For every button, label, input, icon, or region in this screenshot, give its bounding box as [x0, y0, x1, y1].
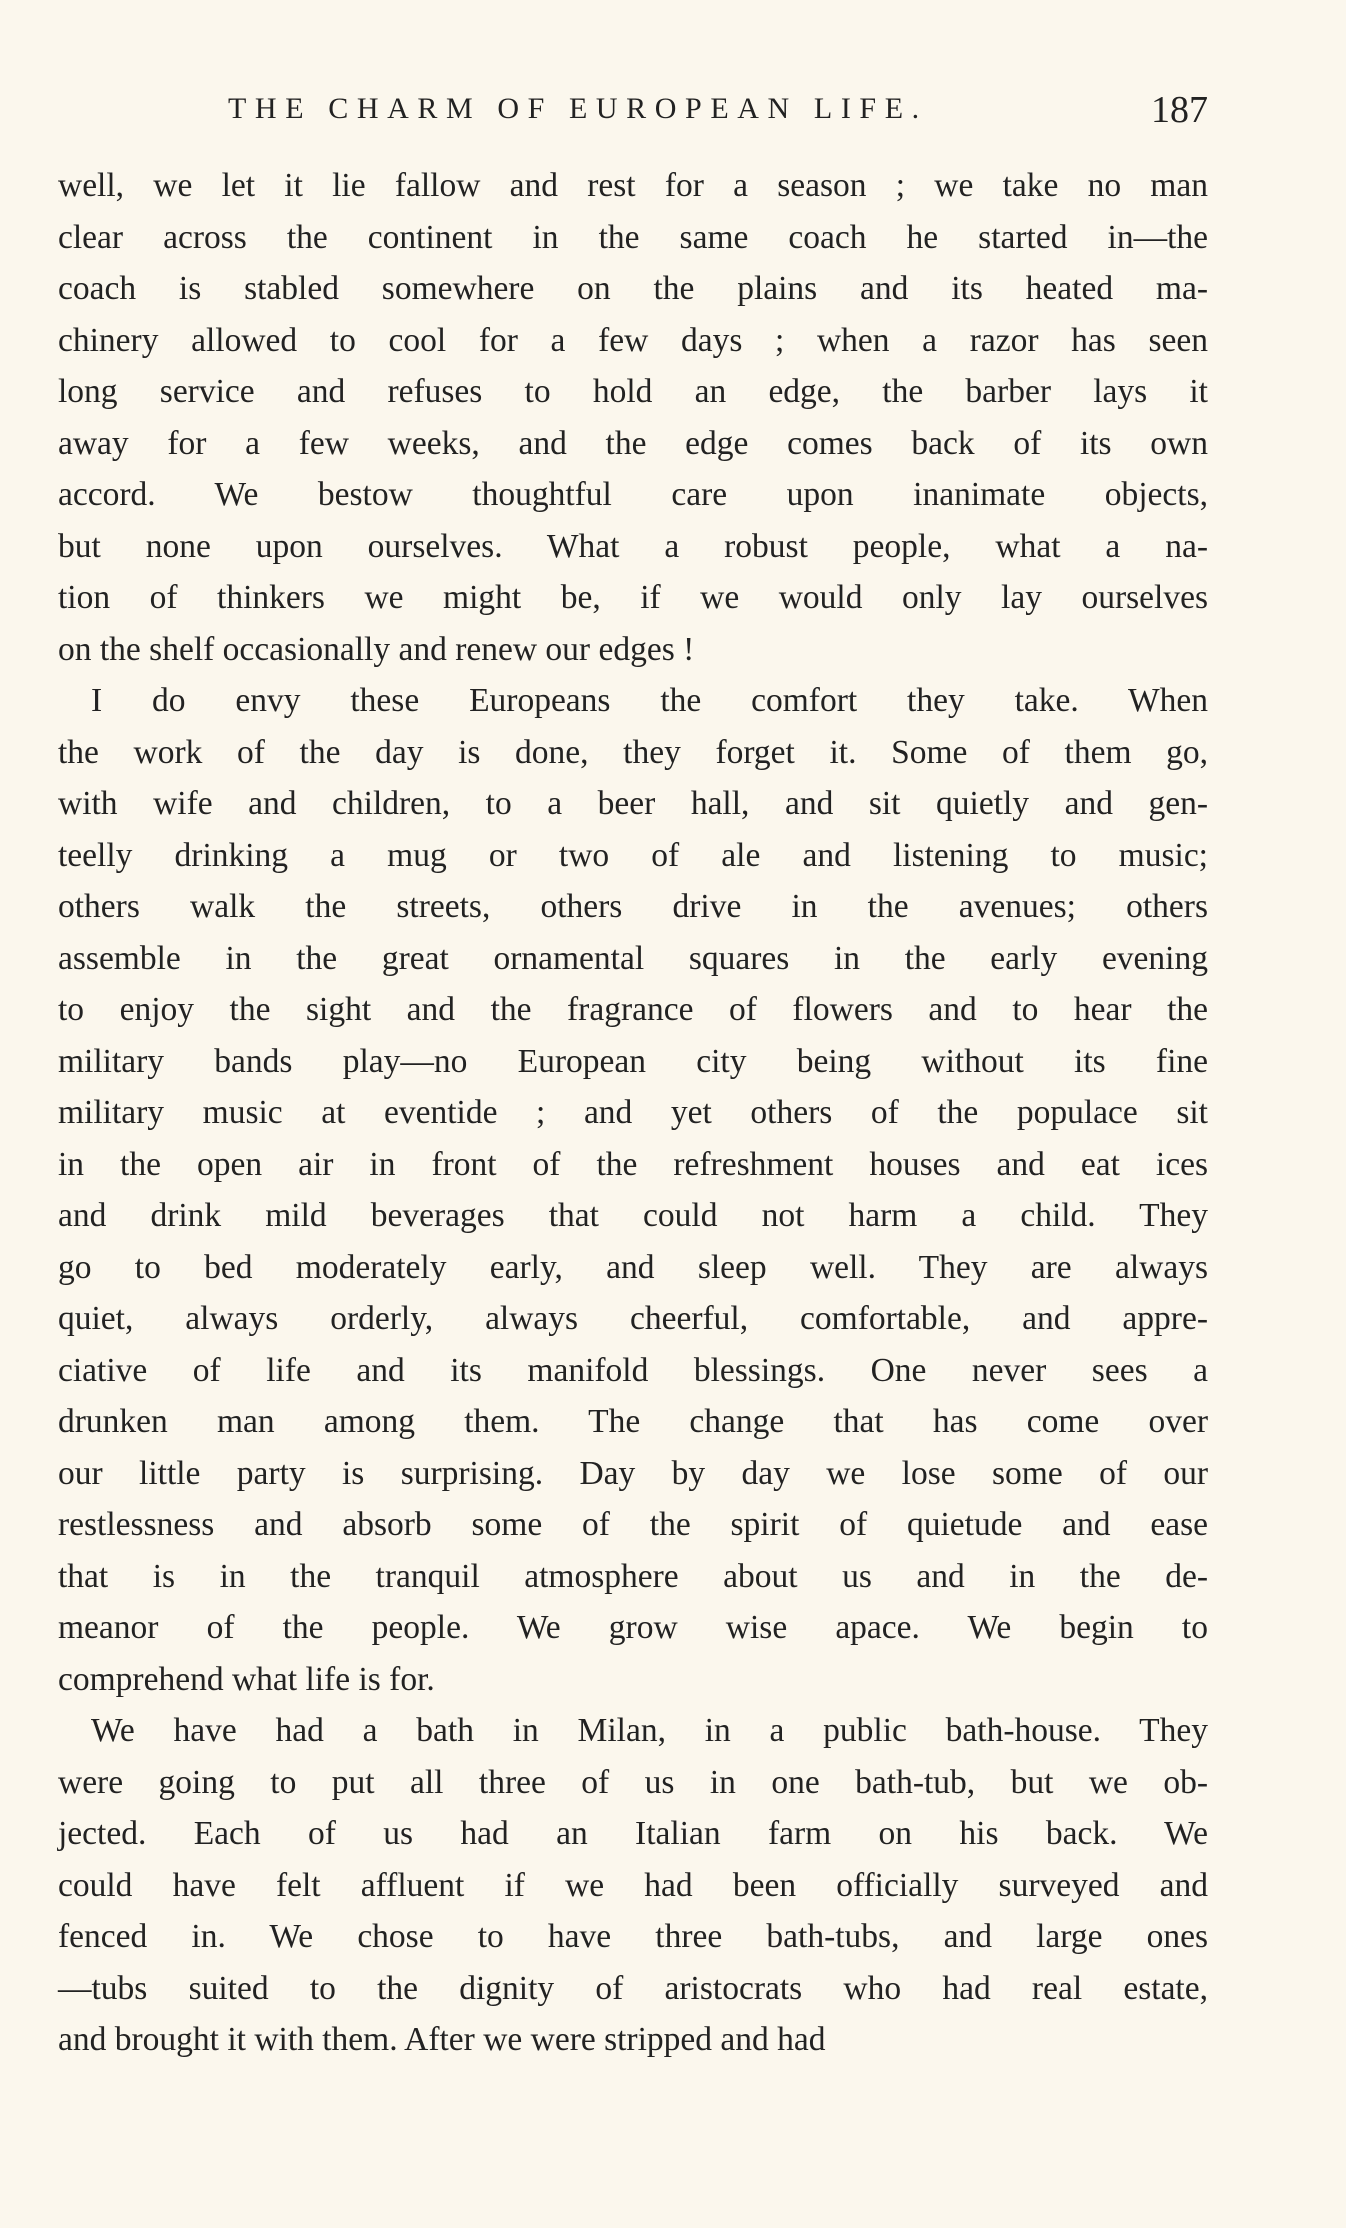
text-line: were going to put all three of us in one bath-tub, but we ob-: [58, 1763, 1208, 1801]
text-line: quiet, always orderly, always cheerful, comfortable, and appre-: [58, 1300, 1208, 1337]
text-line: well, we let it lie fallow and rest for a season ; we take no man: [58, 167, 1208, 204]
text-line: our little party is surprising. Day by day we lose some of our: [58, 1454, 1208, 1492]
text-line: to enjoy the sight and the fragrance of flowers and to hear the: [58, 991, 1208, 1028]
text-line: restlessness and absorb some of the spirit of quietude and ease: [58, 1506, 1208, 1543]
text-line: go to bed moderately early, and sleep well. They are always: [58, 1248, 1208, 1286]
text-line: long service and refuses to hold an edge, the barber lays it: [58, 373, 1208, 410]
text-line: military music at eventide ; and yet others of the populace sit: [58, 1094, 1208, 1131]
text-line: tion of thinkers we might be, if we would only lay ourselves: [58, 579, 1208, 616]
text-line: with wife and children, to a beer hall, and sit quietly and gen-: [58, 785, 1208, 822]
text-line: that is in the tranquil atmosphere about us and in the de-: [58, 1557, 1208, 1595]
paragraph: [58, 1705, 1208, 2066]
running-head: [58, 90, 1208, 146]
text-line: clear across the continent in the same coach he started in—the: [58, 218, 1208, 256]
body-text: [58, 160, 1208, 2066]
text-line: on the shelf occasionally and renew our edges !: [58, 630, 695, 668]
running-title: THE CHARM OF EUROPEAN LIFE.: [228, 92, 928, 125]
text-line: military bands play—no European city being without its fine: [58, 1042, 1208, 1080]
text-line: assemble in the great ornamental squares in the early evening: [58, 939, 1208, 977]
text-line: chinery allowed to cool for a few days ; when a razor has seen: [58, 321, 1208, 359]
paragraph: [58, 160, 1208, 675]
text-line: fenced in. We chose to have three bath-tubs, and large ones: [58, 1918, 1208, 1955]
text-line: and brought it with them. After we were stripped and had: [58, 2021, 826, 2058]
text-line: ciative of life and its manifold blessings. One never sees a: [58, 1351, 1208, 1389]
paragraph: [58, 675, 1208, 1705]
text-line: coach is stabled somewhere on the plains and its heated ma-: [58, 270, 1208, 307]
text-line: could have felt affluent if we had been officially surveyed and: [58, 1866, 1208, 1904]
text-line: comprehend what life is for.: [58, 1660, 435, 1698]
text-line: in the open air in front of the refreshment houses and eat ices: [58, 1145, 1208, 1183]
text-line: drunken man among them. The change that has come over: [58, 1403, 1208, 1440]
text-line: meanor of the people. We grow wise apace. We begin to: [58, 1609, 1208, 1646]
text-line: others walk the streets, others drive in the avenues; others: [58, 888, 1208, 925]
text-line: jected. Each of us had an Italian farm on his back. We: [58, 1815, 1208, 1852]
text-line: but none upon ourselves. What a robust people, what a na-: [58, 527, 1208, 565]
text-line: —tubs suited to the dignity of aristocrats who had real estate,: [58, 1969, 1208, 2007]
text-line: and drink mild beverages that could not harm a child. They: [58, 1197, 1208, 1234]
text-line: the work of the day is done, they forget it. Some of them go,: [58, 733, 1208, 771]
book-page: [58, 90, 1208, 2066]
text-line: away for a few weeks, and the edge comes back of its own: [58, 424, 1208, 462]
text-line: accord. We bestow thoughtful care upon inanimate objects,: [58, 476, 1208, 513]
text-line: I do envy these Europeans the comfort they take. When: [91, 682, 1208, 719]
page-number: 187: [1151, 89, 1208, 131]
text-line: We have had a bath in Milan, in a public bath-house. They: [91, 1712, 1208, 1749]
text-line: teelly drinking a mug or two of ale and listening to music;: [58, 836, 1208, 874]
